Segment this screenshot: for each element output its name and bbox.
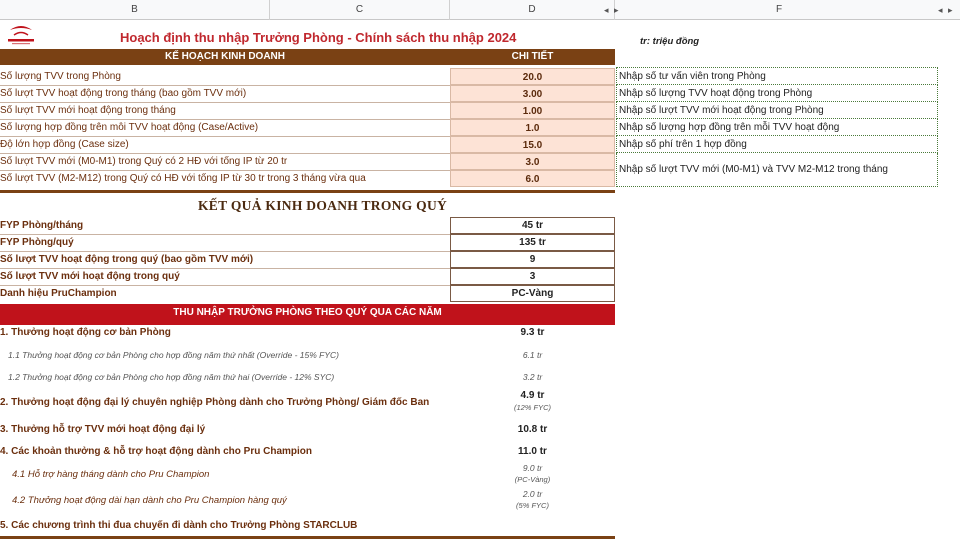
row-divider <box>0 85 450 86</box>
result-value-0: 45 tr <box>450 217 615 234</box>
income-header: THU NHẬP TRƯỞNG PHÒNG THEO QUÝ QUA CÁC NĂM <box>0 304 615 322</box>
section-divider <box>0 190 615 193</box>
note-4: Nhập số phí trên 1 hợp đồng <box>616 136 938 153</box>
income-label-3: 3. Thưởng hỗ trợ TVV mới hoạt động đại lý <box>0 424 206 435</box>
row-divider <box>0 136 450 137</box>
result-value-2: 9 <box>450 251 615 268</box>
result-label-1: FYP Phòng/quý <box>0 237 74 248</box>
note-0: Nhập số tư vấn viên trong Phòng <box>616 67 938 85</box>
input-case-active[interactable]: 1.0 <box>450 119 615 136</box>
row-divider <box>0 119 450 120</box>
income-label-2: 2. Thưởng hoạt động đại lý chuyên nghiệp Phòng dành cho Trưởng Phòng/ Giám đốc Ban <box>0 397 430 408</box>
plan-label-5: Số lượt TVV mới (M0-M1) trong Quý có 2 HĐ với tổng IP từ 20 tr <box>0 156 288 167</box>
income-note-2: (12% FYC) <box>513 403 552 412</box>
expand-left-icon-2[interactable]: ◂ <box>938 5 943 15</box>
input-tvv-count[interactable]: 20.0 <box>450 68 615 85</box>
result-value-4: PC-Vàng <box>450 285 615 302</box>
result-value-1: 135 tr <box>450 234 615 251</box>
income-value-1-2: 3.2 tr <box>522 372 543 382</box>
plan-label-4: Độ lớn hợp đồng (Case size) <box>0 139 129 150</box>
note-3: Nhập số lượng hợp đồng trên mỗi TVV hoạt động <box>616 119 938 136</box>
income-label-4-1: 4.1 Hỗ trợ hàng tháng dành cho Pru Champion <box>12 469 210 480</box>
plan-label-3: Số lượng hợp đồng trên mỗi TVV hoạt động (Case/Active) <box>0 122 259 133</box>
logo-icon <box>4 24 38 48</box>
results-title: KẾT QUẢ KINH DOANH TRONG QUÝ <box>198 198 448 213</box>
plan-label-0: Số lượng TVV trong Phòng <box>0 71 121 82</box>
income-label-1-2: 1.2 Thưởng hoạt động cơ bản Phòng cho hợp đồng năm thứ hai (Override - 12% SYC) <box>8 372 335 382</box>
row-divider <box>0 251 450 252</box>
row-divider <box>0 234 450 235</box>
plan-label-2: Số lượt TVV mới hoạt động trong tháng <box>0 105 176 116</box>
input-case-size[interactable]: 15.0 <box>450 136 615 153</box>
income-value-4-2: 2.0 tr <box>522 489 543 499</box>
plan-label-1: Số lượt TVV hoạt động trong tháng (bao gồm TVV mới) <box>0 88 247 99</box>
input-new-tvv[interactable]: 1.00 <box>450 102 615 119</box>
detail-header: CHI TIẾT <box>450 49 615 65</box>
income-value-1: 9.3 tr <box>520 327 545 338</box>
note-2: Nhập số lượt TVV mới hoạt động trong Phòng <box>616 102 938 119</box>
result-value-3: 3 <box>450 268 615 285</box>
column-header-bar <box>0 0 960 20</box>
plan-label-6: Số lượt TVV (M2-M12) trong Quý có HĐ với tổng IP từ 30 tr trong 3 tháng vừa qua <box>0 173 366 184</box>
column-header-d[interactable]: D <box>450 0 615 20</box>
column-header-f[interactable]: F <box>775 4 783 15</box>
income-value-4: 11.0 tr <box>518 446 547 457</box>
row-divider <box>0 170 450 171</box>
input-new-m0m1[interactable]: 3.0 <box>450 153 615 170</box>
result-label-2: Số lượt TVV hoạt động trong quý (bao gồm TVV mới) <box>0 254 254 265</box>
expand-left-icon[interactable]: ◂ <box>604 5 609 15</box>
income-value-4-1: 9.0 tr <box>522 463 543 473</box>
income-note-4-2: (5% FYC) <box>516 501 549 510</box>
row-divider <box>0 102 450 103</box>
income-divider <box>0 322 615 325</box>
income-label-4-2: 4.2 Thưởng hoạt động dài hạn dành cho Pru Champion hàng quý <box>12 495 287 506</box>
unit-note: tr: triệu đồng <box>640 36 700 47</box>
income-label-5: 5. Các chương trình thi đua chuyến đi dành cho Trưởng Phòng STARCLUB <box>0 520 358 531</box>
bottom-divider <box>0 536 615 539</box>
note-merged: Nhập số lượt TVV mới (M0-M1) và TVV M2-M12 trong tháng <box>616 153 938 187</box>
income-value-1-1: 6.1 tr <box>522 350 543 360</box>
page-title: Hoạch định thu nhập Trưởng Phòng - Chính sách thu nhập 2024 <box>120 30 517 45</box>
income-label-1-1: 1.1 Thưởng hoạt động cơ bản Phòng cho hợp đồng năm thứ nhất (Override - 15% FYC) <box>8 350 339 360</box>
input-m2m12[interactable]: 6.0 <box>450 170 615 187</box>
column-header-c[interactable]: C <box>270 0 450 20</box>
note-1: Nhập số lượng TVV hoạt động trong Phòng <box>616 85 938 102</box>
income-value-3: 10.8 tr <box>517 424 548 435</box>
plan-header: KẾ HOẠCH KINH DOANH <box>0 49 450 65</box>
row-divider <box>0 285 450 286</box>
expand-right-icon-2[interactable]: ▸ <box>948 5 953 15</box>
result-label-4: Danh hiệu PruChampion <box>0 288 117 299</box>
result-label-3: Số lượt TVV mới hoạt động trong quý <box>0 271 180 282</box>
expand-right-icon[interactable]: ▸ <box>614 5 619 15</box>
income-label-4: 4. Các khoản thưởng & hỗ trợ hoạt động dành cho Pru Champion <box>0 446 313 457</box>
income-value-2: 4.9 tr <box>520 390 545 401</box>
row-divider <box>0 153 450 154</box>
result-label-0: FYP Phòng/tháng <box>0 220 84 231</box>
row-divider <box>0 268 450 269</box>
input-active-tvv[interactable]: 3.00 <box>450 85 615 102</box>
income-note-4-1: (PC-Vàng) <box>514 475 551 484</box>
column-header-b[interactable]: B <box>0 0 270 20</box>
income-label-1: 1. Thưởng hoạt động cơ bản Phòng <box>0 327 171 338</box>
